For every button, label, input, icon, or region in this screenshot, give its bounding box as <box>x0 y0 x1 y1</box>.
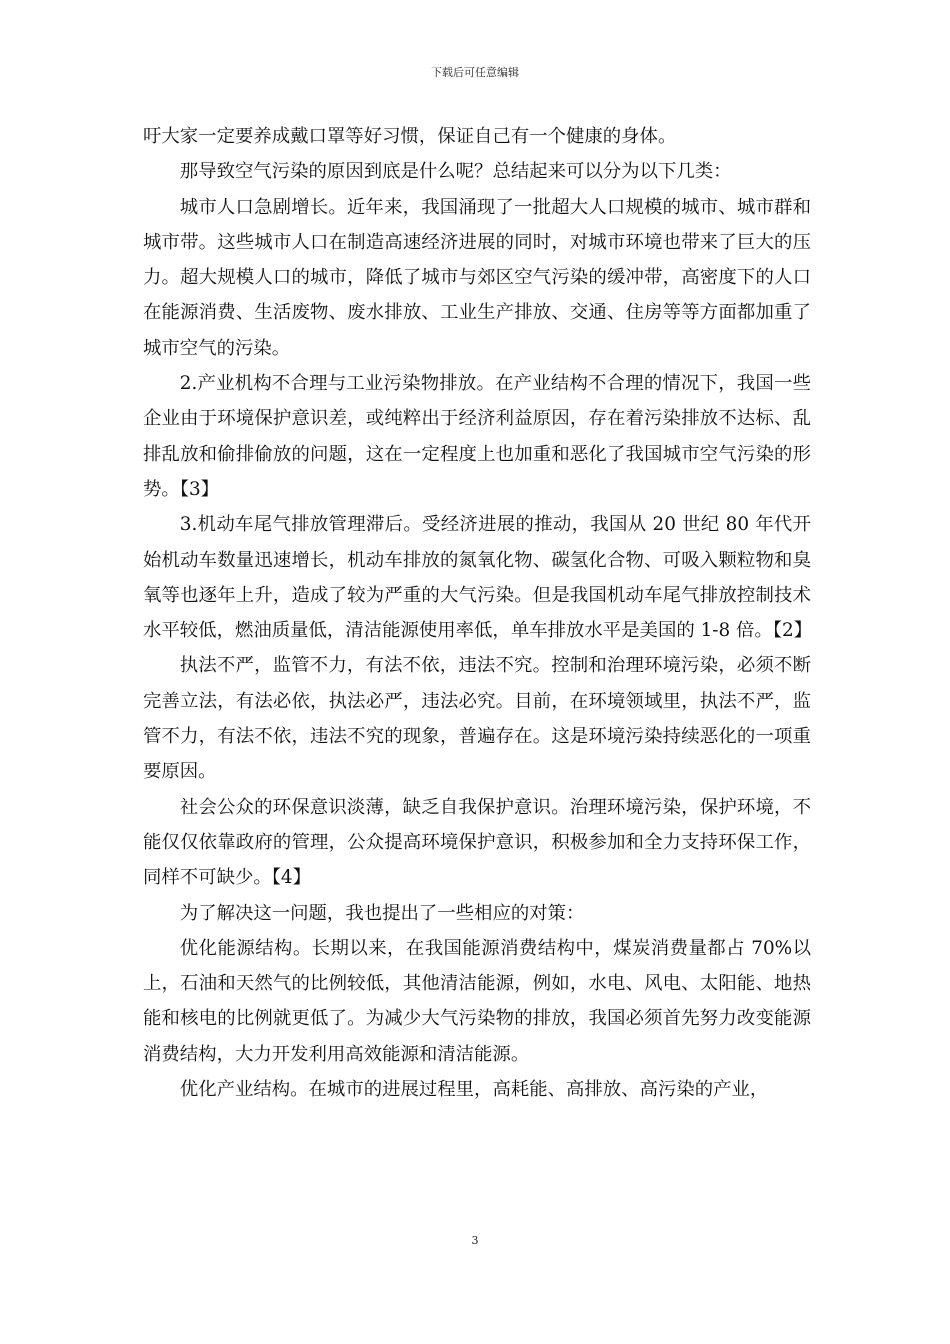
paragraph-vehicle-emissions: 3.机动车尾气排放管理滞后。受经济进展的推动，我国从 20 世纪 80 年代开始机动车数量迅速增长，机动车排放的氮氧化物、碳氢化合物、可吸入颗粒物和臭氧等也逐年上升，造成了较为严重的大气污染。但是我国机动车尾气排放控制技术水平较低，燃油质量低，清洁能源使用率低，单车排放水平是美国的 1-8 倍。【2】 <box>143 514 813 642</box>
paragraph-energy-structure: 优化能源结构。长期以来，在我国能源消费结构中，煤炭消费量都占 70%以上，石油和天然气的比例较低，其他清洁能源，例如，水电、风电、太阳能、地热能和核电的比例就更低了。为减少大气污染物的排放，我国必须首先努力改变能源消费结构，大力开发利用高效能源和清洁能源。 <box>143 937 811 1065</box>
paragraph-solutions-intro: 为了解决这一问题，我也提出了一些相应的对策： <box>179 902 585 924</box>
page-header: 下载后可任意编辑 <box>431 66 519 79</box>
page-number: 3 <box>471 1234 479 1247</box>
paragraph-public-awareness: 社会公众的环保意识淡薄，缺乏自我保护意识。治理环境污染，保护环境，不能仅仅依靠政府的管理，公众提高环境保护意识，积极参加和全力支持环保工作，同样不可缺少。【4】 <box>143 796 811 889</box>
paragraph-causes-intro: 那导致空气污染的原因到底是什么呢？总结起来可以分为以下几类： <box>179 161 732 183</box>
paragraph-continuation: 吁大家一定要养成戴口罩等好习惯，保证自己有一个健康的身体。 <box>143 126 677 147</box>
paragraph-industry-structure: 优化产业结构。在城市的进展过程里，高耗能、高排放、高污染的产业， <box>179 1079 769 1101</box>
paragraph-population-growth: 城市人口急剧增长。近年来，我国涌现了一批超大人口规模的城市、城市群和城市带。这些城市人口在制造高速经济进展的同时，对城市环境也带来了巨大的压力。超大规模人口的城市，降低了城市与郊区空气污染的缓冲带，高密度下的人口在能源消费、生活废物、废水排放、工业生产排放、交通、住房等等方面都加重了城市空气的污染。 <box>143 196 811 359</box>
document-body <box>143 119 811 1107</box>
paragraph-law-enforcement: 执法不严，监管不力，有法不依，违法不究。控制和治理环境污染，必须不断完善立法，有法必依，执法必严，违法必究。目前，在环境领域里，执法不严，监管不力，有法不依，违法不究的现象，普遍存在。这是环境污染持续恶化的一项重要原因。 <box>143 655 811 783</box>
paragraph-industrial-structure: 2.产业机构不合理与工业污染物排放。在产业结构不合理的情况下，我国一些企业由于环境保护意识差，或纯粹出于经济利益原因，存在着污染排放不达标、乱排乱放和偷排偷放的问题，这在一定程度上也加重和恶化了我国城市空气污染的形势。【3】 <box>143 373 811 500</box>
